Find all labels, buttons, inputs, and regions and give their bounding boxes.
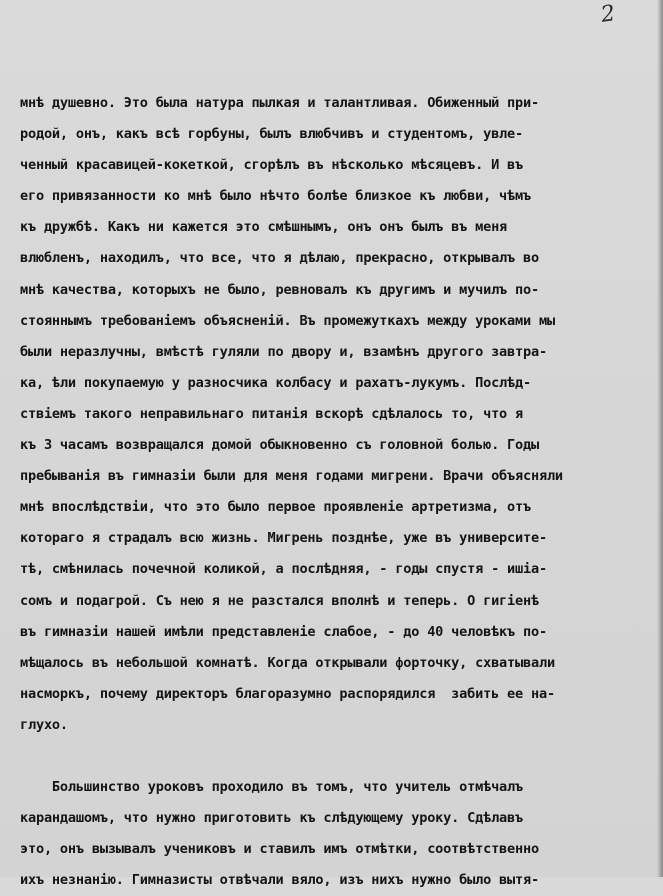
text-line: насморкъ, почему директоръ благоразумно распорядился забить ее на- [20, 685, 555, 702]
text-line: къ 3 часамъ возвращался домой обыкновенно съ головной болью. Годы [20, 437, 539, 454]
text-line: сомъ и подагрой. Съ нею я не разстался вполнѣ и теперь. О гигiенѣ [20, 592, 539, 609]
page-number: 2 [599, 1, 617, 28]
text-line: котораго я страдалъ всю жизнь. Мигрень позднѣе, уже въ университе- [20, 530, 547, 547]
text-line: ихъ незнанiю. Гимназисты отвѣчали вяло, изъ нихъ нужно было вытя- [20, 872, 539, 889]
blank-line [20, 741, 660, 772]
body-text [20, 88, 660, 896]
text-line: родой, онъ, какъ всѣ горбуны, былъ влюбчивъ и студентомъ, увле- [20, 126, 524, 143]
text-line: пребыванiя въ гимназiи были для меня годами мигрени. Врачи объясняли [20, 468, 563, 485]
text-line: мнѣ впослѣдствiи, что это было первое проявленiе артретизма, отъ [20, 499, 531, 516]
text-line: это, онъ вызывалъ учениковъ и ставилъ имъ отмѣтки, соотвѣтственно [20, 841, 539, 858]
text-line: ствiемъ такого неправильнаго питанiя вскорѣ сдѣлалось то, что я [20, 405, 524, 422]
text-line: мнѣ качества, которыхъ не было, ревновалъ къ другимъ и мучилъ по- [20, 281, 539, 298]
text-line: глухо. [20, 716, 68, 733]
text-line: къ дружбѣ. Какъ ни кажется это смѣшнымъ, онъ онъ былъ въ меня [20, 219, 508, 236]
text-line: Большинство уроковъ проходило въ томъ, что учитель отмѣчалъ [20, 779, 524, 796]
text-line: ка, ѣли покупаемую у разносчика колбасу и рахатъ-лукумъ. Послѣд- [20, 374, 531, 391]
text-line: его привязанности ко мнѣ было нѣчто болѣе близкое къ любви, чѣмъ [20, 188, 531, 205]
scan-edge-shadow [657, 0, 663, 877]
text-line: тѣ, смѣнилась почечной коликой, а послѣдняя, - годы спустя - ишiа- [20, 561, 547, 578]
text-line: мнѣ душевно. Это была натура пылкая и талантливая. Обиженный при- [20, 95, 539, 111]
text-line: влюбленъ, находилъ, что все, что я дѣлаю, прекрасно, открывалъ во [20, 250, 539, 267]
text-line: мѣщалось въ небольшой комнатѣ. Когда открывали форточку, схватывали [20, 654, 555, 671]
text-line: карандашомъ, что нужно приготовить къ слѣдующему уроку. Сдѣлавъ [20, 810, 524, 827]
text-line: въ гимназiи нашей имѣли представленiе слабое, - до 40 человѣкъ по- [20, 623, 547, 640]
text-line: ченный красавицей-кокеткой, сгорѣлъ въ нѣсколько мѣсяцевъ. И въ [20, 157, 524, 174]
text-line: были неразлучны, вмѣстѣ гуляли по двору и, взамѣнъ другого завтра- [20, 343, 547, 360]
text-line: стояннымъ требованiемъ объясненiй. Въ промежуткахъ между уроками мы [20, 312, 555, 329]
